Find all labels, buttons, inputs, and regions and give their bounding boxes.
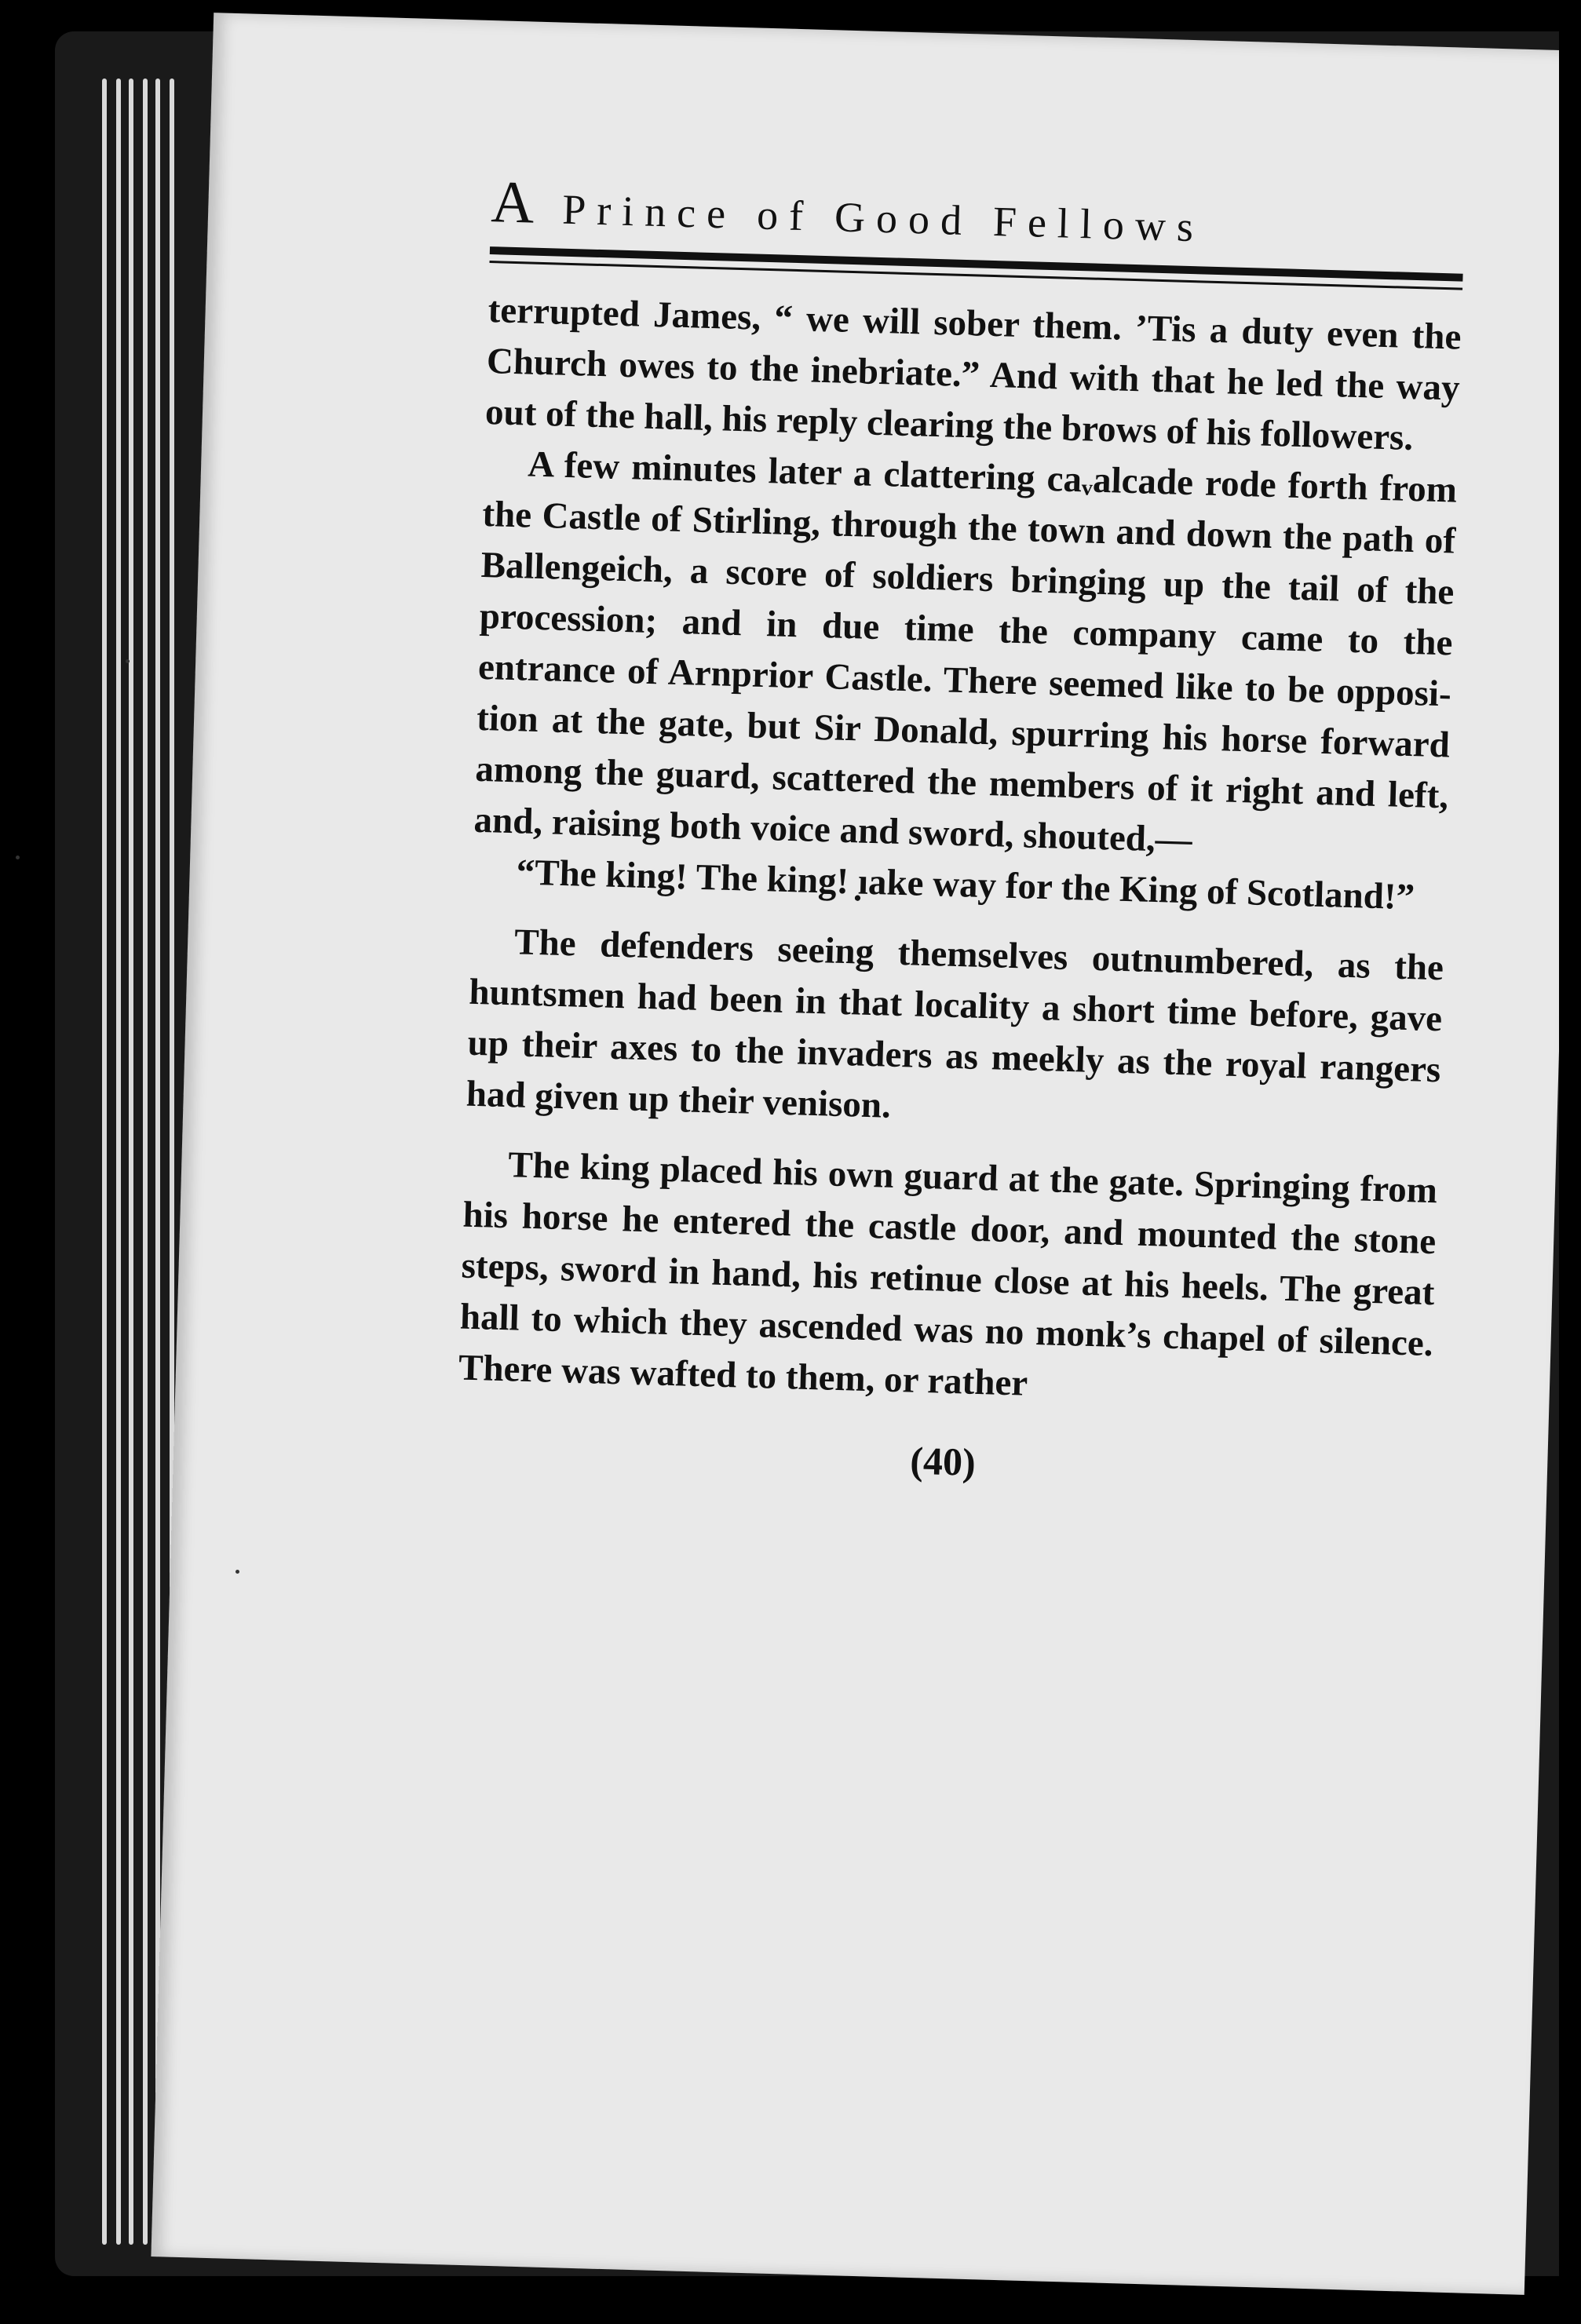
- running-head: [490, 170, 1465, 262]
- running-head-word: A: [490, 169, 543, 236]
- running-head-word: Fellows: [992, 197, 1205, 251]
- page-edge: [102, 78, 107, 2245]
- scan-speck: [236, 1570, 239, 1574]
- paragraph: terrupted James, “ we will sober them. ’Tis a duty even the Church owes to the inebriate.” And with that he led the way out of the hall, his reply clearing the brows of his followers.: [484, 289, 1462, 458]
- scan-speck: [16, 856, 20, 859]
- page-edge: [143, 78, 148, 2245]
- paragraph: The defenders seeing themselves outnumbered, as the huntsmen had been in that locality a short time before, gave up their axes to the invaders as meekly as the royal rangers had given up their venison.: [466, 921, 1444, 1126]
- paragraph: A few minutes later a clattering caᵥalcade rode forth from the Castle of Stirling, through the town and down the path of Ballengeich, a score of soldiers bringing up the tail of the procession; and in due time the company came to the entrance of Arnprior Castle. There seemed like to be opposi-tion at the gate, but Sir Donald, spurring his horse forward among the guard, scattered the members of it right and left, and, raising both voice and sword, shouted,—: [473, 443, 1458, 860]
- running-head-word: of: [756, 191, 815, 240]
- page-edge: [116, 78, 121, 2245]
- scan-speck: [126, 659, 130, 663]
- running-head-word: Good: [834, 193, 973, 245]
- page-number: (40): [909, 1438, 977, 1484]
- scan-border: [1559, 0, 1581, 2324]
- page-content: [456, 170, 1466, 1498]
- paragraph: The king placed his own guard at the gate. Springing from his horse he entered the castle door, and mounted the stone steps, sword in hand, his retinue close at his heels. The great hall to which they ascended was no monk’s chapel of silence. There was wafted to them, or rather: [458, 1144, 1438, 1404]
- running-head-word: Prince: [561, 185, 738, 238]
- paragraph: “The king! The king! ̣̣ıake way for the King of Scotland!”: [516, 851, 1415, 918]
- page-edge: [129, 78, 133, 2245]
- page-edge: [155, 78, 160, 2245]
- book-page: [151, 13, 1581, 2295]
